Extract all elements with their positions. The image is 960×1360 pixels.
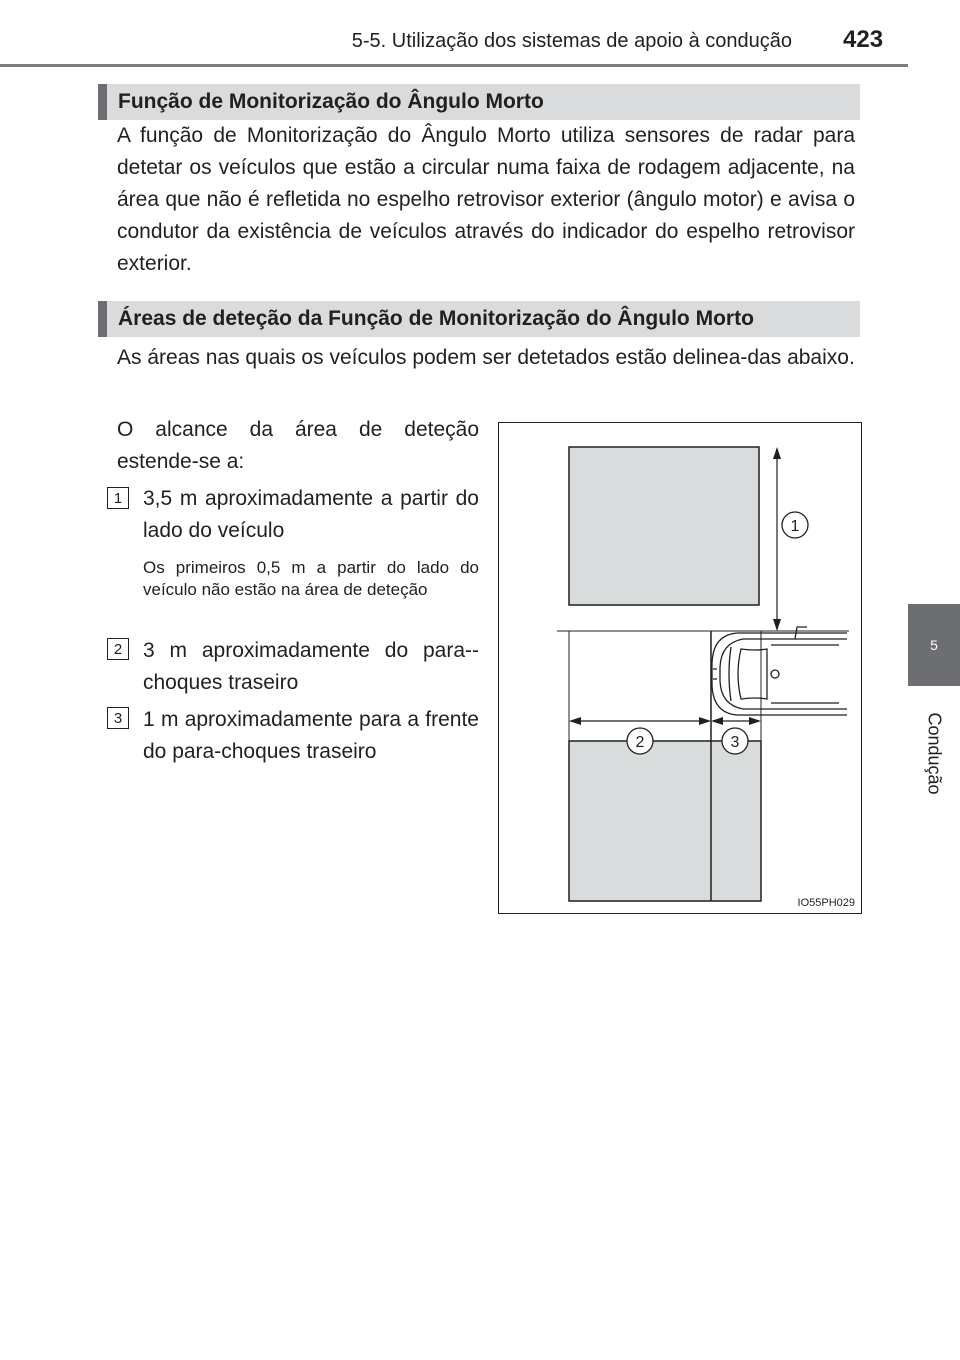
- item-number-badge: 3: [107, 707, 129, 729]
- section-heading-detection-areas: [98, 301, 860, 337]
- chapter-label: [900, 708, 960, 798]
- chapter-name: Condução: [924, 711, 945, 795]
- chapter-number: 5: [930, 637, 938, 653]
- detection-range-intro: O alcance da área de deteção estende-se a:: [117, 418, 479, 473]
- vehicle-rear-icon: [712, 627, 847, 715]
- item-number-badge: 1: [107, 487, 129, 509]
- svg-text:1: 1: [790, 518, 800, 535]
- detection-areas-intro: As áreas nas quais os veículos podem ser detetados estão delinea-das abaixo.: [117, 346, 855, 369]
- figure-code: IO55PH029: [797, 897, 855, 909]
- list-item-text: 3 m aproximadamente do para--choques traseiro: [143, 639, 479, 694]
- section-heading-text: Áreas de deteção da Função de Monitorização do Ângulo Morto: [118, 307, 754, 330]
- section-heading-text: Função de Monitorização do Ângulo Morto: [118, 90, 544, 113]
- chapter-tab: [908, 604, 960, 686]
- callout-1-icon: [782, 512, 808, 538]
- item-number-badge: 2: [107, 638, 129, 660]
- svg-text:2: 2: [635, 734, 645, 751]
- callout-2-icon: [627, 728, 653, 754]
- list-item-text: 1 m aproximadamente para a frente do para-choques traseiro: [143, 708, 479, 763]
- header-divider: [0, 64, 908, 67]
- list-item-text: 3,5 m aproximadamente a partir do lado do veículo: [143, 487, 479, 542]
- rear-detection-zone: [569, 741, 761, 901]
- detection-area-diagram: [498, 422, 862, 914]
- section-body-paragraph: A função de Monitorização do Ângulo Morto utiliza sensores de radar para detetar os veículos que estão a circular numa faixa de rodagem adjacente, na área que não é refletida no espelho retrovisor exterior (ângulo motor) e avisa o condutor da existência de veículos através do indicador do espelho retrovisor exterior.: [117, 124, 855, 275]
- svg-text:3: 3: [730, 734, 740, 751]
- header-section-title: 5-5. Utilização dos sistemas de apoio à condução: [351, 30, 792, 52]
- section-heading-blind-spot-function: [98, 84, 860, 120]
- callout-3-icon: [722, 728, 748, 754]
- side-detection-zone: [569, 447, 759, 605]
- detection-area-illustration: [499, 423, 863, 915]
- page-number: 423: [843, 26, 884, 53]
- list-item-note: Os primeiros 0,5 m a partir do lado do veículo não estão na área de deteção: [143, 558, 479, 599]
